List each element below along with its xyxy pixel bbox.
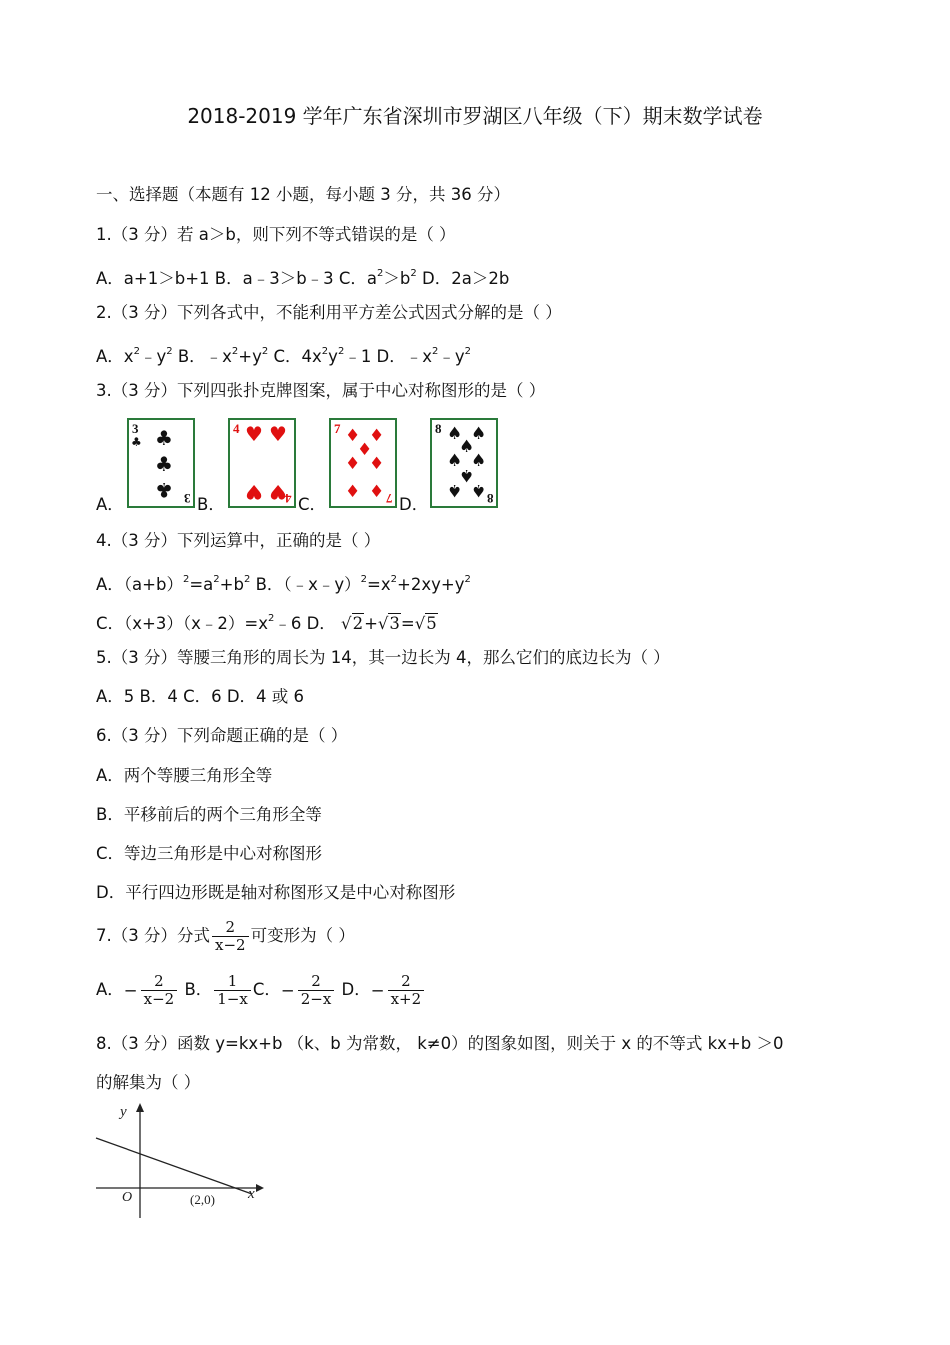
spade-icon: ♠ [447, 424, 463, 444]
heart-icon: ♥ [245, 480, 263, 504]
q3-label-c: C． [298, 495, 327, 514]
q4-a6: +2xy+y [397, 575, 465, 594]
heart-icon: ♥ [245, 422, 263, 446]
q2-b: B．﹣x [172, 347, 232, 366]
spade-icon: ♠ [471, 424, 487, 444]
sup: 2 [231, 346, 239, 357]
origin-label: O [122, 1190, 133, 1205]
section-heading: 一、选择题（本题有 12 小题，每小题 3 分，共 36 分） [96, 185, 510, 204]
diamond-icon: ♦ [345, 426, 361, 446]
card-rank: 3 [132, 421, 139, 436]
sup: 2 [243, 574, 251, 585]
q7-option-c-fraction: $\frac{2}{2-x}$ [298, 973, 335, 1008]
q2-stem: 2.（3 分）下列各式中，不能利用平方差公式因式分解的是（ ） [96, 303, 562, 322]
q7-stem-pre: 7.（3 分）分式 [96, 926, 210, 945]
diamond-icon: ♦ [345, 454, 361, 474]
sup: 2 [166, 346, 173, 357]
q6-option-a: A．两个等腰三角形全等 [96, 766, 273, 785]
diamond-icon: ♦ [345, 482, 361, 502]
sup: 2 [410, 268, 417, 279]
sup: 2 [261, 346, 269, 357]
q3-label-d: D． [399, 495, 429, 514]
q7-options [96, 972, 426, 1009]
minus-sign: − [280, 980, 295, 1000]
card-rank: 4 [233, 421, 240, 436]
q2-options [96, 341, 471, 368]
sup: 2 [213, 574, 220, 585]
sup: 2 [432, 346, 439, 357]
q1-stem: 1.（3 分）若 a＞b，则下列不等式错误的是（ ） [96, 225, 456, 244]
q7-option-a-label: A． [96, 980, 124, 999]
q4-c1: C．（x+3）（x﹣2）=x [96, 614, 268, 633]
playing-card-8-spades [430, 418, 498, 508]
q4-a4: B．（﹣x﹣y） [250, 575, 361, 594]
diamond-icon: ♦ [369, 482, 385, 502]
sqrt-2: √2 [341, 614, 364, 633]
q2-d2: ﹣y [438, 347, 465, 366]
sup: 2 [321, 346, 329, 357]
q2-c2: y [328, 347, 338, 366]
x-axis-label: x [248, 1186, 255, 1202]
y-axis-arrow-icon [136, 1103, 144, 1112]
q4-a3: +b [219, 575, 244, 594]
q3-label-b: B． [197, 495, 225, 514]
spade-icon: ♠ [471, 480, 487, 500]
q7-option-d-fraction: $\frac{2}{x+2}$ [388, 973, 425, 1008]
card-rank: 3 [184, 491, 191, 506]
q4-a2: =a [189, 575, 214, 594]
heart-icon: ♥ [269, 480, 287, 504]
sup: 2 [182, 574, 190, 585]
spade-icon: ♠ [447, 451, 463, 471]
q7-fraction: $\frac{2}{x-2}$ [212, 919, 249, 954]
q3-label-a: A． [96, 495, 124, 514]
q1-option-d: D．2a＞2b [416, 269, 510, 288]
diamond-icon: ♦ [369, 454, 385, 474]
q6-option-b: B．平移前后的两个三角形全等 [96, 805, 322, 824]
sup: 2 [337, 346, 345, 357]
q2-c3: ﹣1 D．﹣x [344, 347, 433, 366]
q7-option-b-label: B． [179, 980, 213, 999]
q4-a5: =x [367, 575, 391, 594]
sup: 2 [133, 346, 140, 357]
q2-b2: +y [238, 347, 262, 366]
q8-function-graph [92, 1100, 272, 1225]
playing-card-4-hearts [228, 418, 296, 508]
q6-stem: 6.（3 分）下列命题正确的是（ ） [96, 726, 348, 745]
club-icon: ♣ [155, 426, 173, 450]
sup: 2 [377, 268, 384, 279]
sup: 2 [464, 346, 472, 357]
q2-a: A．x [96, 347, 134, 366]
q1-option-c-mid: ＞b [383, 269, 411, 288]
q7-stem [96, 918, 355, 954]
q7-option-a-fraction: $\frac{2}{x-2}$ [141, 973, 178, 1008]
q3-stem: 3.（3 分）下列四张扑克牌图案，属于中心对称图形的是（ ） [96, 381, 546, 400]
heart-icon: ♥ [269, 422, 287, 446]
minus-sign: − [370, 980, 385, 1000]
q4-stem: 4.（3 分）下列运算中，正确的是（ ） [96, 531, 381, 550]
function-line [96, 1138, 252, 1194]
spade-icon: ♠ [471, 451, 487, 471]
q4-a1: A．（a+b） [96, 575, 183, 594]
q7-stem-post: 可变形为（ ） [250, 926, 355, 945]
club-icon: ♣ [155, 452, 173, 476]
club-icon: ♣ [155, 478, 173, 502]
spade-icon: ♠ [459, 465, 475, 485]
minus-sign: − [123, 980, 138, 1000]
diamond-icon: ♦ [369, 426, 385, 446]
card-rank: 4 [285, 491, 292, 506]
club-icon: ♣ [131, 435, 142, 449]
sup: 2 [267, 613, 275, 624]
q4-options-ab [96, 569, 471, 596]
q5-options: A．5 B．4 C．6 D．4 或 6 [96, 687, 305, 706]
q7-option-c-label: C． [252, 980, 281, 999]
x-axis-arrow-icon [256, 1184, 264, 1192]
q7-option-b-fraction: $\frac{1}{1-x}$ [214, 973, 251, 1008]
q8-stem: 8.（3 分）函数 y=kx+b （k、b 为常数， k≠0）的图象如图，则关于 x 的不等式 kx+b ＞0 [96, 1034, 784, 1053]
diamond-icon: ♦ [357, 440, 373, 460]
sqrt-3: √3 [377, 614, 400, 633]
intercept-label: (2,0) [190, 1192, 215, 1207]
q2-a2: ﹣y [139, 347, 167, 366]
card-rank: 7 [386, 491, 393, 506]
spade-icon: ♠ [447, 480, 463, 500]
q8-stem-cont: 的解集为（ ） [96, 1073, 201, 1092]
sup: 2 [464, 574, 471, 585]
q1-options-ab: A．a+1＞b+1 B．a﹣3＞b﹣3 C．a [96, 269, 378, 288]
card-rank: 7 [334, 421, 341, 436]
q5-stem: 5.（3 分）等腰三角形的周长为 14，其一边长为 4，那么它们的底边长为（ ） [96, 648, 670, 667]
sup: 2 [360, 574, 368, 585]
q6-option-c: C．等边三角形是中心对称图形 [96, 844, 323, 863]
q4-c2: ﹣6 D． [274, 614, 336, 633]
q1-options [96, 263, 509, 290]
card-rank: 8 [435, 421, 442, 436]
spade-icon: ♠ [459, 437, 475, 457]
q4-options-cd: C．$(x+3)(x﹣2)=x^2﹣6$ D． √2+√3=√5 [96, 613, 437, 633]
playing-card-3-clubs [127, 418, 195, 508]
q2-c: C．4x [268, 347, 322, 366]
y-axis-label: y [120, 1104, 127, 1120]
q6-option-d: D．平行四边形既是轴对称图形又是中心对称图形 [96, 883, 456, 902]
q7-option-d-label: D． [336, 980, 371, 999]
sqrt-5: √5 [414, 614, 437, 633]
page-title: 2018-2019 学年广东省深圳市罗湖区八年级（下）期末数学试卷 [187, 104, 763, 128]
playing-card-7-diamonds [329, 418, 397, 508]
sup: 2 [390, 574, 398, 585]
card-rank: 8 [487, 491, 494, 506]
